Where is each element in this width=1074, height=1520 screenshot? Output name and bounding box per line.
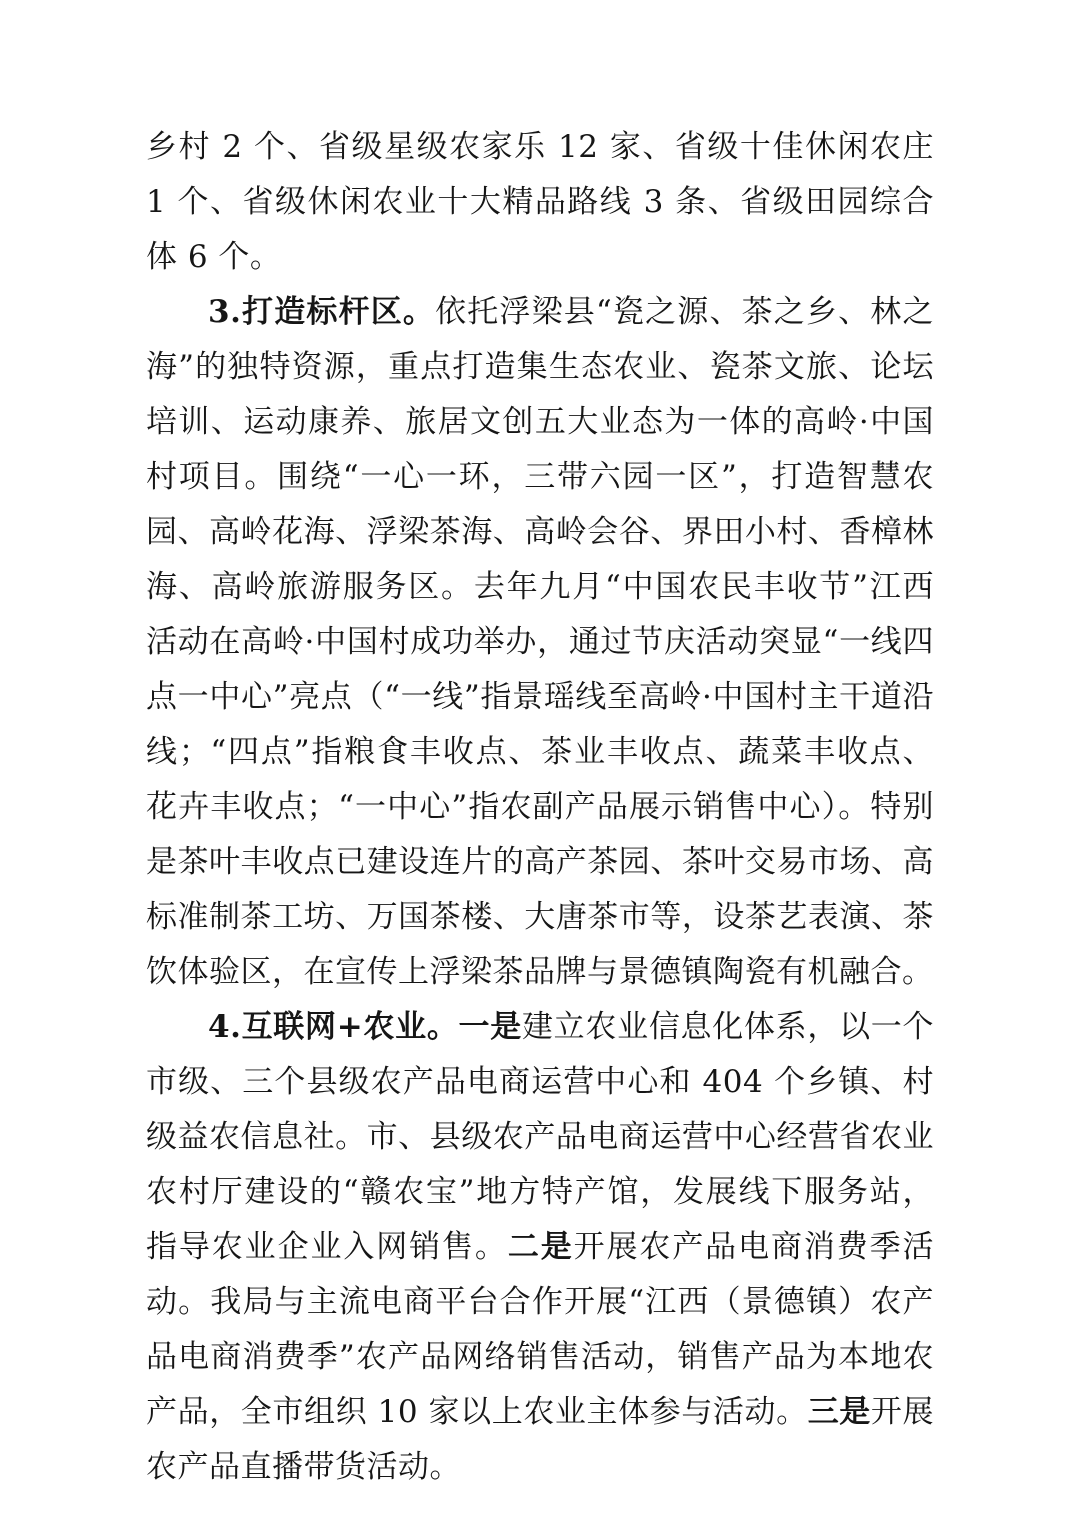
text-run: 依托浮梁县“瓷之源、茶之乡、林之海”的独特资源，重点打造集生态农业、瓷茶文旅、论坛培训、运动康养、旅居文创五大业态为一体的高岭·中国村项目。围绕“一心一环，三带六园一区”，打造智慧农园、高岭花海、浮梁茶海、高岭会谷、界田小村、香樟林海、高岭旅游服务区。去年九月“中国农民丰收节”江西活动在高岭·中国村成功举办，通过节庆活动突显“一线四点一中心”亮点（“一线”指景瑶线至高岭·中国村主干道沿线；“四点”指粮食丰收点、茶业丰收点、蔬菜丰收点、花卉丰收点；“一中心”指农副产品展示销售中心）。特别是茶叶丰收点已建设连片的高产茶园、茶叶交易市场、高标准制茶工坊、万国茶楼、大唐茶市等，设茶艺表演、茶饮体验区，在宣传上浮梁茶品牌与景德镇陶瓷有机融合。 xyxy=(146,294,934,990)
text-run-bold: 三是 xyxy=(807,1394,871,1430)
text-run-bold: 3.打造标杆区。 xyxy=(208,294,436,330)
text-run-bold: 二是 xyxy=(507,1229,574,1265)
text-run: 建立农业信息化体系，以一个市级、三个县级农产品电商运营中心和 404 个乡镇、村级益农信息社。市、县级农产品电商运营中心经营省农业农村厅建设的“赣农宝”地方特产馆，发展线下服务站，指导农业企业入网销售。 xyxy=(146,1009,935,1265)
text-run-bold: 一是 xyxy=(458,1009,522,1045)
text-run: 开展农产品电商消费季活动。我局与主流电商平台合作开展“江西（景德镇）农产品电商消费季”农产品网络销售活动，销售产品为本地农产品，全市组织 10 家以上农业主体参与活动。 xyxy=(146,1229,935,1430)
paragraph-4-internet-agriculture xyxy=(146,1000,934,1495)
text-run: 开展农产品直播带货活动。 xyxy=(146,1394,935,1485)
document-body xyxy=(146,120,934,1495)
text-run-bold: 4.互联网+农业。 xyxy=(208,1009,459,1045)
text-run: 乡村 2 个、省级星级农家乐 12 家、省级十佳休闲农庄 1 个、省级休闲农业十大精品路线 3 条、省级田园综合体 6 个。 xyxy=(146,129,934,275)
paragraph-continuation xyxy=(146,120,934,285)
paragraph-3-benchmark-zone xyxy=(146,285,934,1000)
